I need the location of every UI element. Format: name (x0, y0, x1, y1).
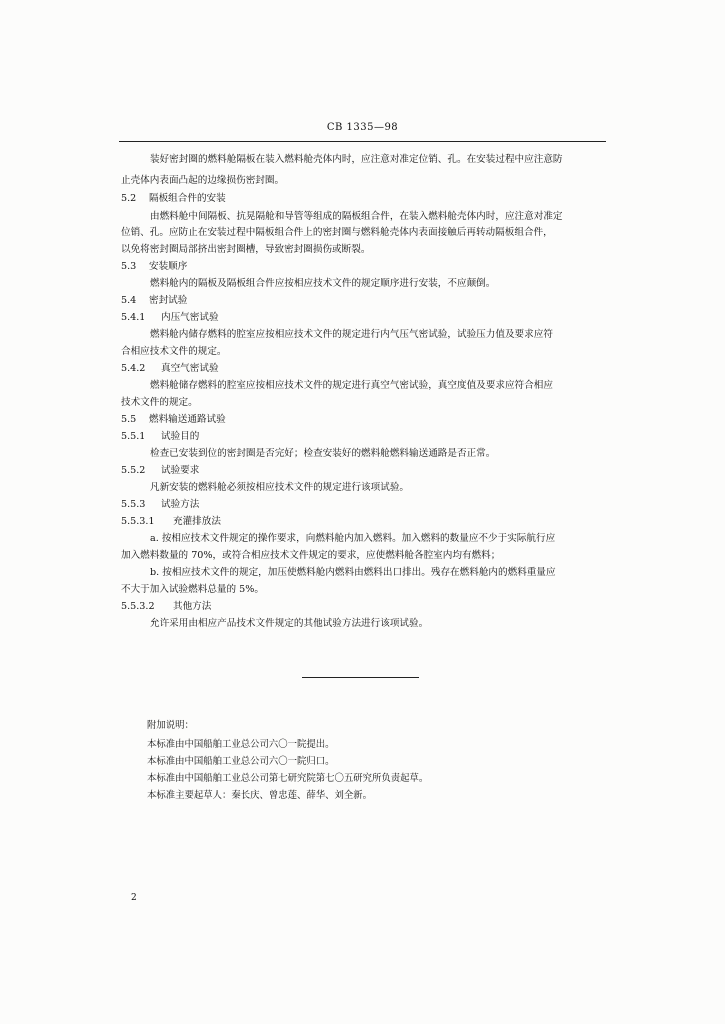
section-number: 5.5.3 (121, 499, 146, 510)
paragraph-line: 技术文件的规定。 (121, 397, 198, 408)
note-line: 本标准主要起草人：秦长庆、曾忠莲、薛华、刘全新。 (147, 790, 373, 801)
paragraph-line: 装好密封圈的燃料舱隔板在装入燃料舱壳体内时，应注意对准定位销、孔。在安装过程中应注意防 (150, 154, 563, 165)
section-title: 充灌排放法 (173, 516, 221, 527)
paragraph-line: 以免将密封圈局部挤出密封圈槽，导致密封圈损伤或断裂。 (121, 244, 371, 255)
section-title: 内压气密试验 (161, 312, 219, 323)
section-title: 密封试验 (149, 295, 188, 306)
section-number: 5.4.2 (121, 363, 146, 374)
paragraph-line: 燃料舱内储存燃料的腔室应按相应技术文件的规定进行内气压气密试验，试验压力值及要求应符 (150, 329, 553, 340)
section-title: 隔板组合件的安装 (149, 193, 226, 204)
note-line: 本标准由中国船舶工业总公司六〇一院归口。 (147, 756, 335, 767)
paragraph-line: 不大于加入试验燃料总量的 5%。 (121, 584, 264, 595)
section-number: 5.5.3.2 (121, 601, 155, 612)
section-heading-5-4-1 (121, 312, 219, 324)
section-title: 真空气密试验 (161, 363, 219, 374)
paragraph-line: 合相应技术文件的规定。 (121, 346, 227, 357)
paragraph-line: 允许采用由相应产品技术文件规定的其他试验方法进行该项试验。 (150, 618, 429, 629)
section-number: 5.5.1 (121, 431, 146, 442)
section-heading-5-4-2 (121, 363, 219, 375)
section-heading-5-5-2 (121, 465, 199, 477)
section-heading-5-3 (121, 261, 187, 273)
paragraph-line: 加入燃料数量的 70%，或符合相应技术文件规定的要求，应使燃料舱各腔室内均有燃料； (121, 550, 501, 561)
page-number: 2 (131, 893, 137, 903)
paragraph-line: 止壳体内表面凸起的边缘损伤密封圈。 (121, 175, 285, 186)
section-title: 燃料输送通路试验 (149, 414, 226, 425)
section-title: 安装顺序 (149, 261, 188, 272)
paragraph-line: 燃料舱内的隔板及隔板组合件应按相应技术文件的规定顺序进行安装，不应颠倒。 (150, 278, 496, 289)
paragraph-line: 位销、孔。应防止在安装过程中隔板组合件上的密封圈与燃料舱壳体内表面接触后再转动隔板组合件， (121, 227, 553, 238)
document-header: CB 1335—98 (326, 122, 399, 133)
paragraph-line: b. 按相应技术文件的规定，加压使燃料舱内燃料由燃料出口排出。残存在燃料舱内的燃料重量应 (150, 567, 556, 578)
section-number: 5.5.3.1 (121, 516, 155, 527)
section-heading-5-5 (121, 414, 226, 426)
section-heading-5-5-1 (121, 431, 199, 443)
section-title: 其他方法 (173, 601, 212, 612)
header-rule (119, 141, 606, 142)
section-number: 5.2 (121, 193, 137, 204)
section-heading-5-5-3 (121, 499, 199, 511)
section-number: 5.4 (121, 295, 137, 306)
paragraph-line: 检查已安装到位的密封圈是否完好；检查安装好的燃料舱燃料输送通路是否正常。 (150, 448, 496, 459)
section-number: 5.5 (121, 414, 137, 425)
section-title: 试验方法 (161, 499, 200, 510)
paragraph-line: 燃料舱储存燃料的腔室应按相应技术文件的规定进行真空气密试验，真空度值及要求应符合相应 (150, 380, 553, 391)
paragraph-line: 凡新安装的燃料舱必须按相应技术文件的规定进行该项试验。 (150, 482, 410, 493)
notes-heading: 附加说明： (147, 720, 194, 731)
paragraph-line: a. 按相应技术文件规定的操作要求，向燃料舱内加入燃料。加入燃料的数量应不少于实际航行应 (150, 533, 556, 544)
section-heading-5-4 (121, 295, 187, 307)
note-line: 本标准由中国船舶工业总公司第七研究院第七〇五研究所负责起草。 (147, 773, 429, 784)
end-separator-rule (302, 677, 419, 678)
section-number: 5.5.2 (121, 465, 146, 476)
section-heading-5-2 (121, 193, 226, 205)
section-title: 试验要求 (161, 465, 200, 476)
note-line: 本标准由中国船舶工业总公司六〇一院提出。 (147, 739, 335, 750)
section-title: 试验目的 (161, 431, 200, 442)
section-number: 5.4.1 (121, 312, 146, 323)
section-heading-5-5-3-2 (121, 601, 211, 613)
paragraph-line: 由燃料舱中间隔板、抗晃隔舱和导管等组成的隔板组合件，在装入燃料舱壳体内时，应注意对准定 (150, 211, 563, 222)
section-heading-5-5-3-1 (121, 516, 221, 528)
section-number: 5.3 (121, 261, 137, 272)
